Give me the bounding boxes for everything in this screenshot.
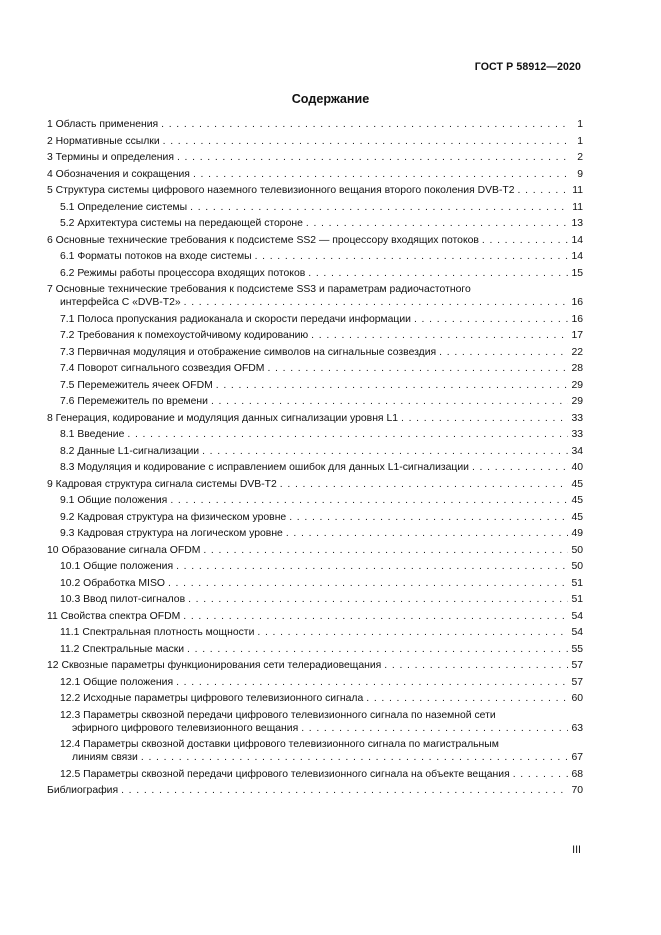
dot-leader <box>170 494 568 507</box>
toc-entry[interactable] <box>47 234 583 247</box>
dot-leader <box>211 395 568 408</box>
dot-leader <box>188 593 568 606</box>
toc-entry[interactable] <box>47 184 583 197</box>
toc-entry-title: 8 Генерация, кодирование и модуляция данных сигнализации уровня L1 <box>47 412 399 424</box>
toc-entry[interactable] <box>47 478 583 491</box>
toc-entry-page: 51 <box>571 594 583 605</box>
toc-entry[interactable] <box>47 395 583 408</box>
toc-entry-page: 14 <box>571 251 583 262</box>
toc-entry[interactable] <box>47 626 583 639</box>
toc-entry-title: 10.1 Общие положения <box>60 561 174 572</box>
toc-entry-page: 33 <box>571 429 583 440</box>
toc-entry[interactable] <box>47 659 583 672</box>
toc-entry-title: 10.2 Обработка MISO <box>60 577 165 589</box>
toc-entry-title: 5.2 Архитектура системы на передающей стороне <box>60 218 303 229</box>
toc-entry-title: эфирного цифрового телевизионного вещания <box>72 722 299 734</box>
toc-entry-page: 50 <box>571 561 583 572</box>
toc-entry-title: 12.2 Исходные параметры цифрового телевизионного сигнала <box>60 693 364 704</box>
toc-entry-page: 57 <box>571 676 583 688</box>
toc-entry-title: 9.1 Общие положения <box>60 495 168 506</box>
toc-entry-title: 6.2 Режимы работы процессора входящих потоков <box>60 267 306 279</box>
toc-entry-title: 11.1 Спектральная плотность мощности <box>60 627 255 638</box>
toc-entry-page: 67 <box>571 752 583 763</box>
dot-leader <box>184 296 569 309</box>
dot-leader <box>401 412 568 425</box>
toc-entry-page: 9 <box>577 168 583 180</box>
dot-leader <box>193 168 570 181</box>
toc-entry-page: 70 <box>571 785 583 796</box>
toc-entry-page: 16 <box>571 297 583 308</box>
toc-entry-title: 10.3 Ввод пилот-сигналов <box>60 594 186 605</box>
toc-entry-title: 8.2 Данные L1-сигнализации <box>60 445 200 457</box>
dot-leader <box>267 362 568 375</box>
toc-entry[interactable] <box>47 346 583 359</box>
toc-entry-title: 7.2 Требования к помехоустойчивому кодированию <box>60 330 309 341</box>
toc-entry-title: 2 Нормативные ссылки <box>47 135 160 147</box>
toc-entry-title: линиям связи <box>72 752 138 763</box>
toc-entry-page: 45 <box>571 495 583 506</box>
dot-leader <box>384 659 568 672</box>
toc-entry-page: 34 <box>571 445 583 457</box>
dot-leader <box>176 560 568 573</box>
dot-leader <box>177 151 570 164</box>
table-of-contents <box>47 118 583 801</box>
toc-entry-page: 54 <box>571 627 583 638</box>
dot-leader <box>439 346 568 359</box>
dot-leader <box>176 676 568 689</box>
toc-entry[interactable] <box>47 461 583 474</box>
dot-leader <box>482 234 569 247</box>
toc-entry[interactable] <box>47 768 583 781</box>
toc-entry-title: 12.4 Параметры сквозной доставки цифрового телевизионного сигнала по магистральным <box>60 739 499 750</box>
toc-entry-page: 15 <box>571 267 583 279</box>
toc-entry[interactable] <box>47 151 583 164</box>
dot-leader <box>306 217 569 230</box>
toc-entry-page: 45 <box>571 511 583 523</box>
toc-entry-page: 11 <box>572 185 583 196</box>
dot-leader <box>518 184 570 197</box>
toc-entry-title: 11 Свойства спектра OFDM <box>47 610 181 622</box>
toc-entry[interactable] <box>47 379 583 392</box>
toc-entry[interactable] <box>47 692 583 705</box>
toc-entry-page: 22 <box>571 346 583 358</box>
toc-entry[interactable] <box>47 643 583 656</box>
toc-entry-title: 5 Структура системы цифрового наземного телевизионного вещания второго поколения DVB-T2 <box>47 185 515 196</box>
toc-entry-title: 7.5 Перемежитель ячеек OFDM <box>60 379 213 391</box>
toc-entry[interactable] <box>47 201 583 214</box>
page-title: Содержание <box>291 92 370 106</box>
toc-entry-title: 7.3 Первичная модуляция и отображение символов на сигнальные созвездия <box>60 346 437 358</box>
toc-entry[interactable] <box>47 676 583 689</box>
toc-entry-title: 9.3 Кадровая структура на логическом уровне <box>60 528 283 539</box>
toc-entry-page: 51 <box>571 577 583 589</box>
toc-entry[interactable] <box>47 135 583 148</box>
toc-entry-title: 12 Сквозные параметры функционирования сети телерадиовещания <box>47 660 382 671</box>
toc-entry-title: 7 Основные технические требования к подсистеме SS3 и параметрам радиочастотного <box>47 284 471 295</box>
toc-entry-title: 9.2 Кадровая структура на физическом уровне <box>60 511 287 523</box>
toc-entry[interactable] <box>47 738 583 764</box>
toc-entry[interactable] <box>47 283 583 309</box>
toc-entry-page: 33 <box>571 412 583 424</box>
toc-entry-title: 6.1 Форматы потоков на входе системы <box>60 251 252 262</box>
toc-entry-page: 29 <box>571 396 583 407</box>
dot-leader <box>286 527 569 540</box>
toc-entry-page: 11 <box>572 201 583 213</box>
dot-leader <box>190 201 569 214</box>
toc-entry[interactable] <box>47 445 583 458</box>
toc-entry-title: 12.3 Параметры сквозной передачи цифрового телевизионного сигнала по наземной сети <box>60 709 496 721</box>
dot-leader <box>513 768 569 781</box>
dot-leader <box>216 379 569 392</box>
toc-entry-title: 9 Кадровая структура сигнала системы DVB-T2 <box>47 478 277 490</box>
toc-entry[interactable] <box>47 511 583 524</box>
dot-leader <box>308 267 568 280</box>
toc-entry-page: 40 <box>571 462 583 473</box>
toc-entry-title: 7.4 Поворот сигнального созвездия OFDM <box>60 363 265 374</box>
toc-entry[interactable] <box>47 329 583 342</box>
toc-entry-page: 45 <box>571 478 583 490</box>
toc-entry-title: 10 Образование сигнала OFDM <box>47 544 201 556</box>
toc-entry[interactable] <box>47 250 583 263</box>
toc-entry[interactable] <box>47 577 583 590</box>
toc-entry-page: 13 <box>571 218 583 229</box>
dot-leader <box>121 784 568 797</box>
toc-entry[interactable] <box>47 527 583 540</box>
toc-entry-page: 28 <box>571 363 583 374</box>
toc-entry[interactable] <box>47 709 583 735</box>
dot-leader <box>257 626 568 639</box>
dot-leader <box>168 577 568 590</box>
document-id: ГОСТ Р 58912—2020 <box>474 61 581 73</box>
toc-entry-title: 7.1 Полоса пропускания радиоканала и скорости передачи информации <box>60 313 411 325</box>
toc-entry[interactable] <box>47 544 583 557</box>
toc-entry-page: 29 <box>571 379 583 391</box>
toc-entry-title: 7.6 Перемежитель по времени <box>60 396 208 407</box>
toc-entry[interactable] <box>47 118 583 131</box>
dot-leader <box>366 692 568 705</box>
dot-leader <box>187 643 568 656</box>
dot-leader <box>414 313 568 326</box>
dot-leader <box>203 544 568 557</box>
toc-entry-page: 14 <box>571 234 583 246</box>
toc-entry-page: 60 <box>571 693 583 704</box>
toc-entry[interactable] <box>47 313 583 326</box>
toc-entry-page: 57 <box>571 660 583 671</box>
toc-entry-page: 50 <box>571 544 583 556</box>
dot-leader <box>289 511 568 524</box>
toc-entry-title: 6 Основные технические требования к подсистеме SS2 — процессору входящих потоков <box>47 234 479 246</box>
toc-entry-title: 12.5 Параметры сквозной передачи цифрового телевизионного сигнала на объекте вещания <box>60 768 510 780</box>
toc-entry-page: 1 <box>577 119 583 130</box>
dot-leader <box>311 329 568 342</box>
toc-entry-title: 8.3 Модуляция и кодирование с исправлением ошибок для данных L1-сигнализации <box>60 462 469 473</box>
toc-entry-title: 1 Область применения <box>47 119 159 130</box>
toc-entry-page: 49 <box>571 528 583 539</box>
page-number: III <box>572 844 581 856</box>
toc-entry-page: 1 <box>577 135 583 147</box>
toc-entry-title: 3 Термины и определения <box>47 152 174 163</box>
toc-entry[interactable] <box>47 784 583 797</box>
toc-entry-title: Библиография <box>47 785 119 796</box>
dot-leader <box>202 445 568 458</box>
dot-leader <box>301 722 568 735</box>
toc-entry[interactable] <box>47 362 583 375</box>
toc-entry[interactable] <box>47 217 583 230</box>
dot-leader <box>280 478 569 491</box>
toc-entry[interactable] <box>47 560 583 573</box>
toc-entry[interactable] <box>47 494 583 507</box>
dot-leader <box>141 751 569 764</box>
toc-entry-title: 12.1 Общие положения <box>60 676 174 688</box>
dot-leader <box>127 428 568 441</box>
toc-entry[interactable] <box>47 593 583 606</box>
toc-entry-page: 63 <box>571 722 583 734</box>
dot-leader <box>163 135 570 148</box>
toc-entry-page: 16 <box>571 313 583 325</box>
toc-entry-page: 54 <box>571 610 583 622</box>
toc-entry-title: 5.1 Определение системы <box>60 201 188 213</box>
dot-leader <box>161 118 570 131</box>
toc-entry[interactable] <box>47 610 583 623</box>
toc-entry-title: интерфейса С «DVB-T2» <box>60 297 181 308</box>
toc-entry[interactable] <box>47 168 583 181</box>
toc-entry-page: 55 <box>571 643 583 655</box>
toc-entry[interactable] <box>47 412 583 425</box>
dot-leader <box>472 461 568 474</box>
toc-entry-title: 11.2 Спектральные маски <box>60 643 185 655</box>
toc-entry[interactable] <box>47 428 583 441</box>
toc-entry-page: 17 <box>571 330 583 341</box>
toc-entry-title: 4 Обозначения и сокращения <box>47 168 190 180</box>
toc-entry-page: 2 <box>577 152 583 163</box>
dot-leader <box>255 250 569 263</box>
toc-entry-title: 8.1 Введение <box>60 429 125 440</box>
dot-leader <box>183 610 568 623</box>
toc-entry[interactable] <box>47 267 583 280</box>
toc-entry-page: 68 <box>571 768 583 780</box>
